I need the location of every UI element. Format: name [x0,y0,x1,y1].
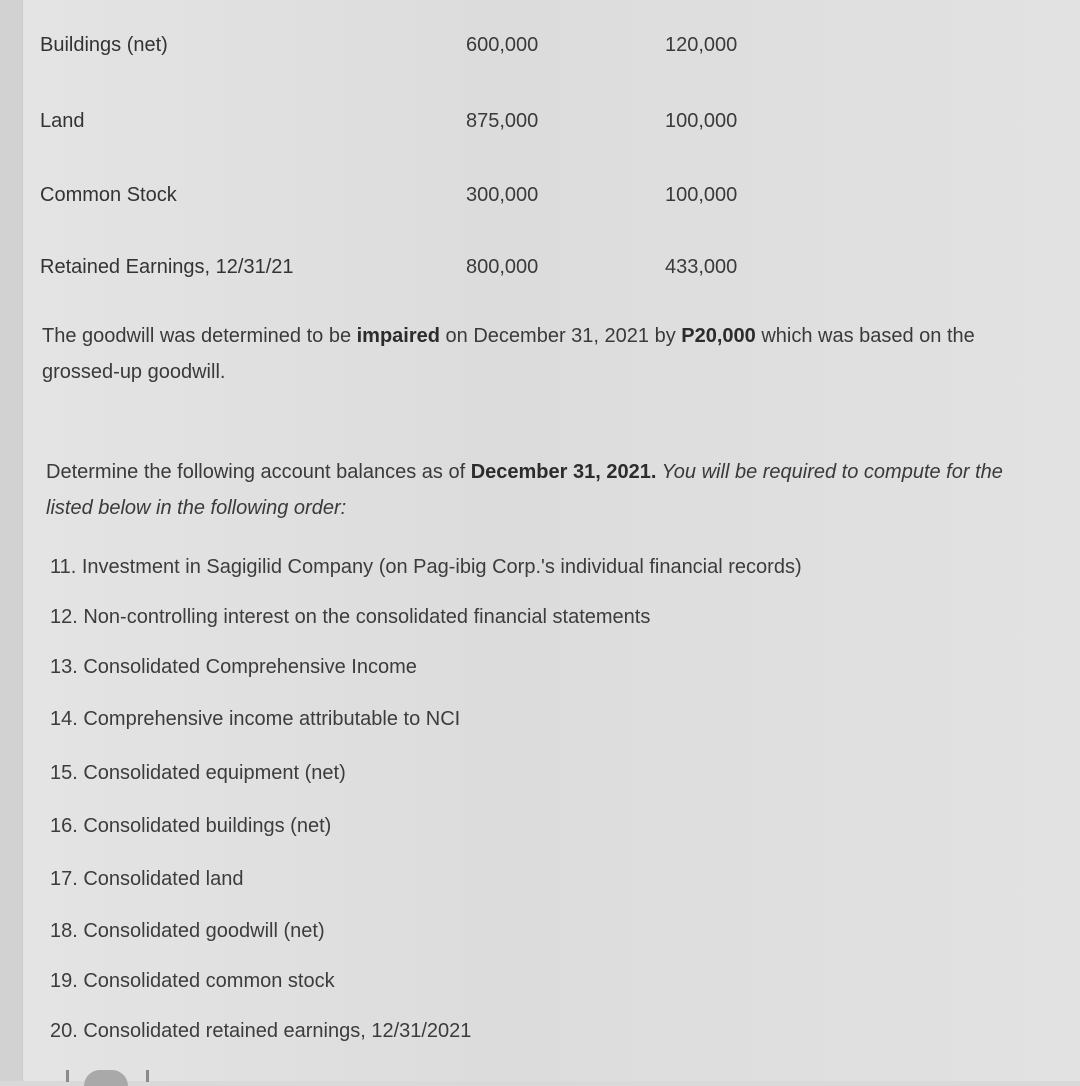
divider [66,1070,69,1082]
paragraph-text: which was based on the grossed-up goodwill. [42,325,975,383]
list-item: 18. Consolidated goodwill (net) [50,920,325,942]
list-item: 16. Consolidated buildings (net) [50,815,332,837]
list-item: 19. Consolidated common stock [50,970,335,992]
subsidiary-value: 433,000 [665,256,738,278]
toolbar-control[interactable] [66,1066,156,1082]
document-panel [22,0,1080,1081]
row-label: Buildings (net) [40,34,168,56]
divider [146,1070,149,1082]
parent-value: 875,000 [466,110,539,132]
paragraph-italic: You will be required to compute for the listed below in the following order: [46,461,1003,519]
table-row [0,34,1080,64]
paragraph-bold: December 31, 2021. [470,461,657,483]
paragraph-text: Determine the following account balances as of [46,461,471,483]
paragraph-bold: impaired [356,325,440,347]
expand-handle-icon[interactable] [84,1070,128,1086]
impairment-paragraph [42,318,1042,390]
page-margin [0,0,22,1081]
subsidiary-value: 100,000 [665,184,738,206]
parent-value: 600,000 [466,34,539,56]
list-item: 15. Consolidated equipment (net) [50,762,346,784]
paragraph-text: The goodwill was determined to be [42,325,357,347]
parent-value: 800,000 [466,256,539,278]
subsidiary-value: 120,000 [665,34,738,56]
list-item: 12. Non-controlling interest on the consolidated financial statements [50,606,651,628]
list-item: 11. Investment in Sagigilid Company (on Pag-ibig Corp.'s individual financial records) [50,556,802,578]
paragraph-bold: P20,000 [681,325,756,347]
table-row [0,110,1080,140]
list-item: 17. Consolidated land [50,868,244,890]
row-label: Common Stock [40,184,177,206]
list-item: 14. Comprehensive income attributable to NCI [50,708,461,730]
table-row [0,184,1080,214]
list-item: 20. Consolidated retained earnings, 12/31/2021 [50,1020,472,1042]
row-label: Land [40,110,85,132]
list-item: 13. Consolidated Comprehensive Income [50,656,417,678]
paragraph-text: on December 31, 2021 by [439,325,682,347]
subsidiary-value: 100,000 [665,110,738,132]
table-row [0,256,1080,286]
row-label: Retained Earnings, 12/31/21 [40,256,294,278]
parent-value: 300,000 [466,184,539,206]
instructions-paragraph [46,454,1036,526]
